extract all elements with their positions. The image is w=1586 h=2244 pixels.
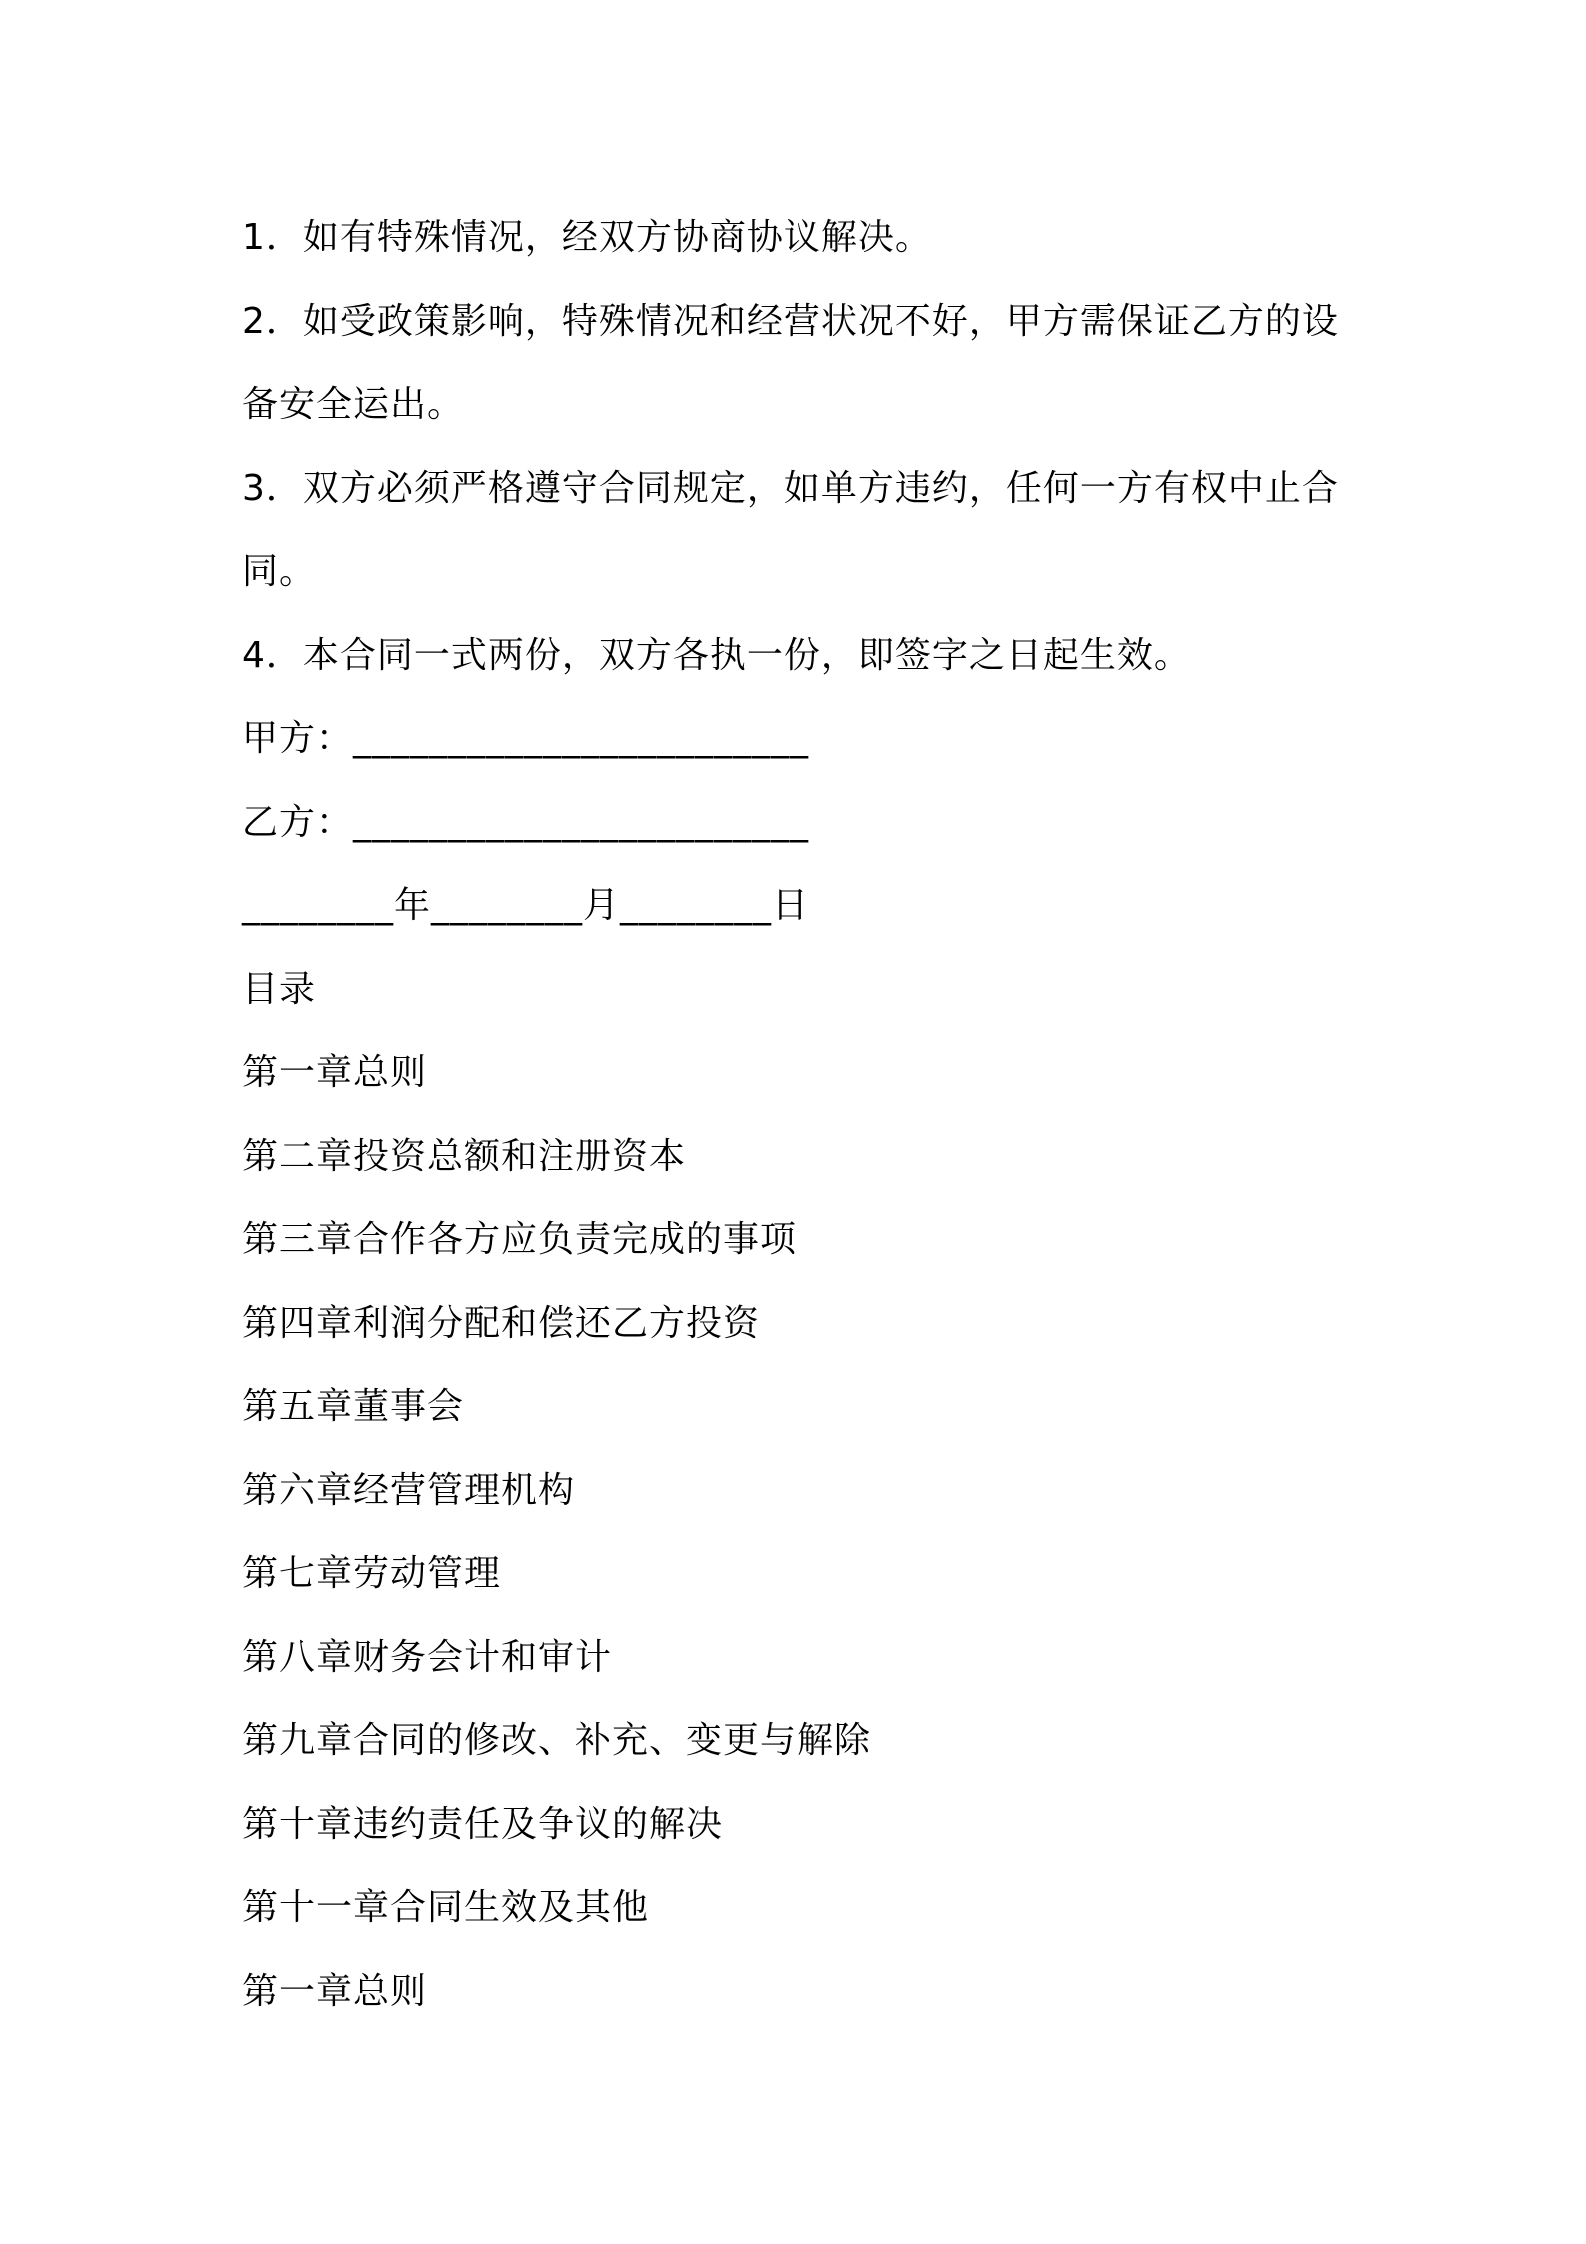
clause-3-line-2: 同。 [242,551,317,592]
toc-item-11: 第十一章合同生效及其他 [242,1887,650,1928]
toc-item-9: 第九章合同的修改、补充、变更与解除 [242,1720,872,1761]
clause-4: 4．本合同一式两份，双方各执一份，即签字之日起生效。 [242,634,1191,676]
toc-item-5: 第五章董事会 [242,1386,465,1427]
document-body [242,196,1362,2033]
clause-list [242,196,1362,697]
clause-3-line-1: 3．双方必须严格遵守合同规定，如单方违约，任何一方有权中止合 [242,467,1339,509]
toc-title: 目录 [242,968,317,1010]
toc-item-2: 第二章投资总额和注册资本 [242,1135,687,1177]
party-b-signature-line: 乙方：________________________ [242,801,810,843]
date-line: ________年________月________日 [242,885,809,926]
chapter-1-heading: 第一章总则 [242,1970,428,2012]
toc-item-8: 第八章财务会计和审计 [242,1636,613,1678]
toc-item-4: 第四章利润分配和偿还乙方投资 [242,1302,761,1344]
toc-item-3: 第三章合作各方应负责完成的事项 [242,1219,798,1260]
signature-block [242,697,1362,948]
clause-2-line-1: 2．如受政策影响，特殊情况和经营状况不好，甲方需保证乙方的设 [242,300,1339,342]
clause-2-line-2: 备安全运出。 [242,384,465,425]
toc-item-1: 第一章总则 [242,1052,428,1093]
toc-item-10: 第十章违约责任及争议的解决 [242,1803,724,1845]
toc-item-6: 第六章经营管理机构 [242,1469,576,1511]
table-of-contents [242,948,1362,1950]
clause-1: 1．如有特殊情况，经双方协商协议解决。 [242,217,932,258]
toc-item-7: 第七章劳动管理 [242,1553,502,1594]
party-a-signature-line: 甲方：________________________ [242,718,810,759]
